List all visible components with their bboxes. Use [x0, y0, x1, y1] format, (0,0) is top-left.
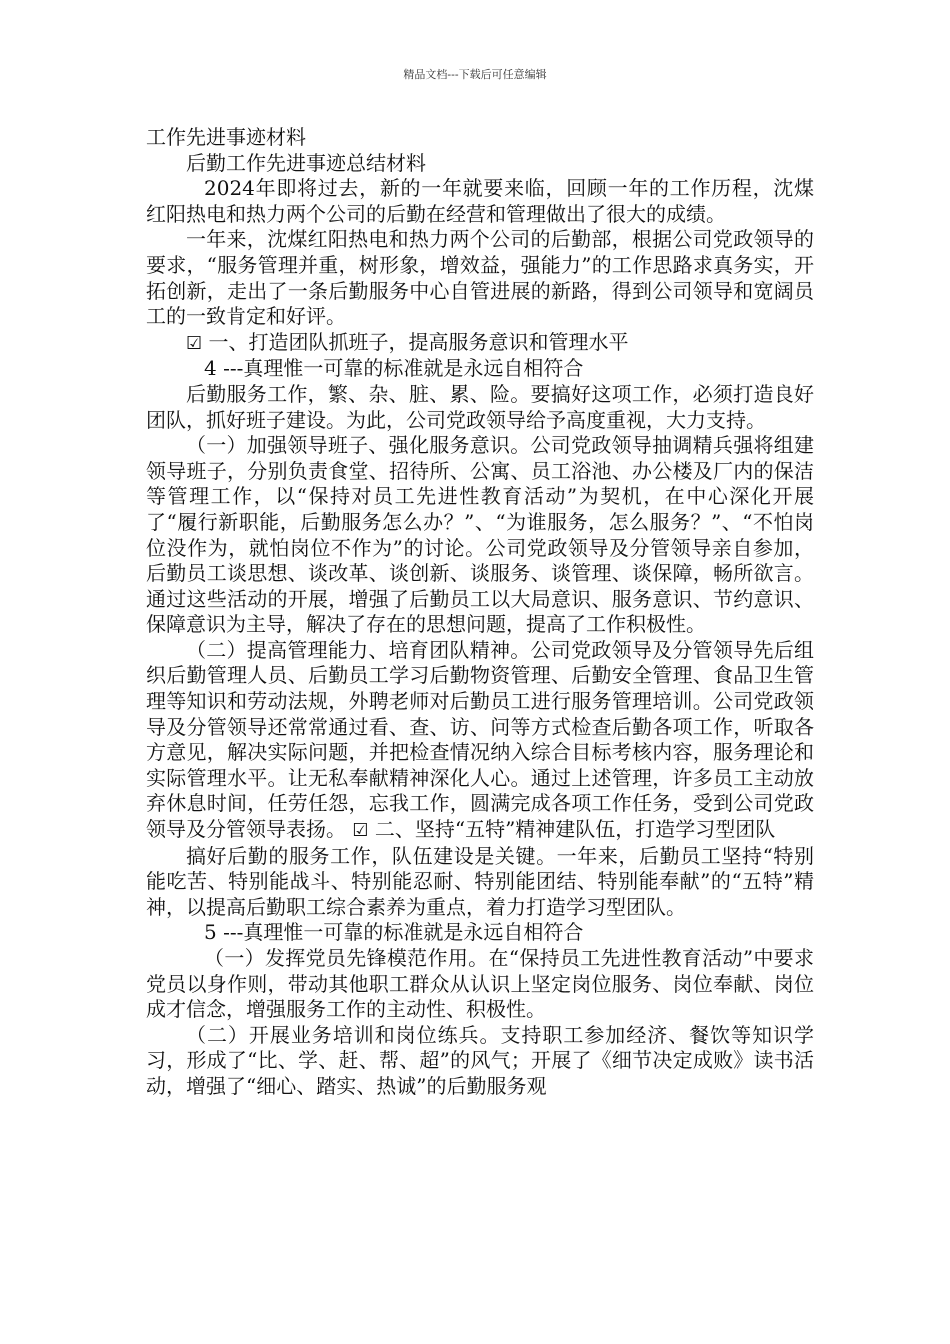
quote-line-1: 4 ---真理惟一可靠的标准就是永远自相符合 — [204, 356, 584, 381]
document-subtitle: 后勤工作先进事迹总结材料 — [186, 150, 426, 175]
paragraph-management-text: （二）提高管理能力、培育团队精神。公司党政领导及分管领导先后组织后勤管理人员、后勤员工学习后勤物资管理、后勤安全管理、食品卫生管理等知识和劳动法规，外聘老师对后勤员工进行服务管理培训。公司党政领导及分管领导还常常通过看、查、访、问等方式检查后勤各项工作，听取各方意见，解决实际问题，并把检查情况纳入综合目标考核内容，服务理论和实际管理水平。让无私奉献精神深化人心。通过上述管理，许多员工主动放弃休息时间，任劳任怨，忘我工作，圆满完成各项工作任务，受到公司党政领导及分管领导表扬。 — [146, 637, 814, 842]
section-heading-1-text: 一、打造团队抓班子，提高服务意识和管理水平 — [208, 329, 629, 354]
paragraph-intro: 2024年即将过去，新的一年就要来临，回顾一年的工作历程，沈煤红阳热电和热力两个公司的后勤在经营和管理做出了很大的成绩。 — [146, 176, 814, 226]
paragraph-team: 后勤服务工作，繁、杂、脏、累、险。要搞好这项工作，必须打造良好团队，抓好班子建设。为此，公司党政领导给予高度重视，大力支持。 — [146, 381, 814, 432]
document-title: 工作先进事迹材料 — [146, 125, 306, 149]
paragraph-leadership: （一）加强领导班子、强化服务意识。公司党政领导抽调精兵强将组建领导班子，分别负责食堂、招待所、公寓、员工浴池、办公楼及厂内的保洁等管理工作，以“保持对员工先进性教育活动”为契机，在中心深化开展了“履行新职能，后勤服务怎么办？”、“为谁服务，怎么服务？”、“不怕岗位没作为，就怕岗位不作为”的讨论。公司党政领导及分管领导亲自参加，后勤员工谈思想、谈改革、谈创新、谈服务、谈管理、谈保障，畅所欲言。通过这些活动的开展，增强了后勤员工以大局意识、服务意识、节约意识、保障意识为主导，解决了存在的思想问题，提高了工作积极性。 — [146, 433, 814, 637]
paragraph-management — [146, 638, 814, 844]
page-header-watermark: 精品文档---下载后可任意编辑 — [403, 68, 547, 81]
quote-line-2: 5 ---真理惟一可靠的标准就是永远自相符合 — [204, 920, 584, 945]
section-heading-2-text: 二、坚持“五特”精神建队伍，打造学习型团队 — [374, 817, 776, 842]
paragraph-overview: 一年来，沈煤红阳热电和热力两个公司的后勤部，根据公司党政领导的要求，“服务管理并重，树形象，增效益，强能力”的工作思路求真务实，开拓创新，走出了一条后勤服务中心自管进展的新路，得到公司领导和宽阔员工的一致肯定和好评。 — [146, 227, 814, 329]
paragraph-team-building: 搞好后勤的服务工作，队伍建设是关键。一年来，后勤员工坚持“特别能吃苦、特别能战斗、特别能忍耐、特别能团结、特别能奉献”的“五特”精神，以提高后勤职工综合素养为重点，着力打造学习型团队。 — [146, 843, 814, 919]
document-body — [146, 125, 814, 1100]
paragraph-training: （二）开展业务培训和岗位练兵。支持职工参加经济、餐饮等知识学习，形成了“比、学、赶、帮、超”的风气；开展了《细节决定成败》读书活动，增强了“细心、踏实、热诚”的后勤服务观 — [146, 1022, 814, 1098]
paragraph-party-members: （一）发挥党员先锋模范作用。在“保持员工先进性教育活动”中要求党员以身作则，带动其他职工群众从认识上坚定岗位服务、岗位奉献、岗位成才信念，增强服务工作的主动性、积极性。 — [146, 946, 814, 1022]
section-heading-1 — [146, 330, 814, 357]
checkbox-icon: ☑ — [186, 332, 203, 354]
checkbox-icon: ☑ — [352, 820, 369, 842]
